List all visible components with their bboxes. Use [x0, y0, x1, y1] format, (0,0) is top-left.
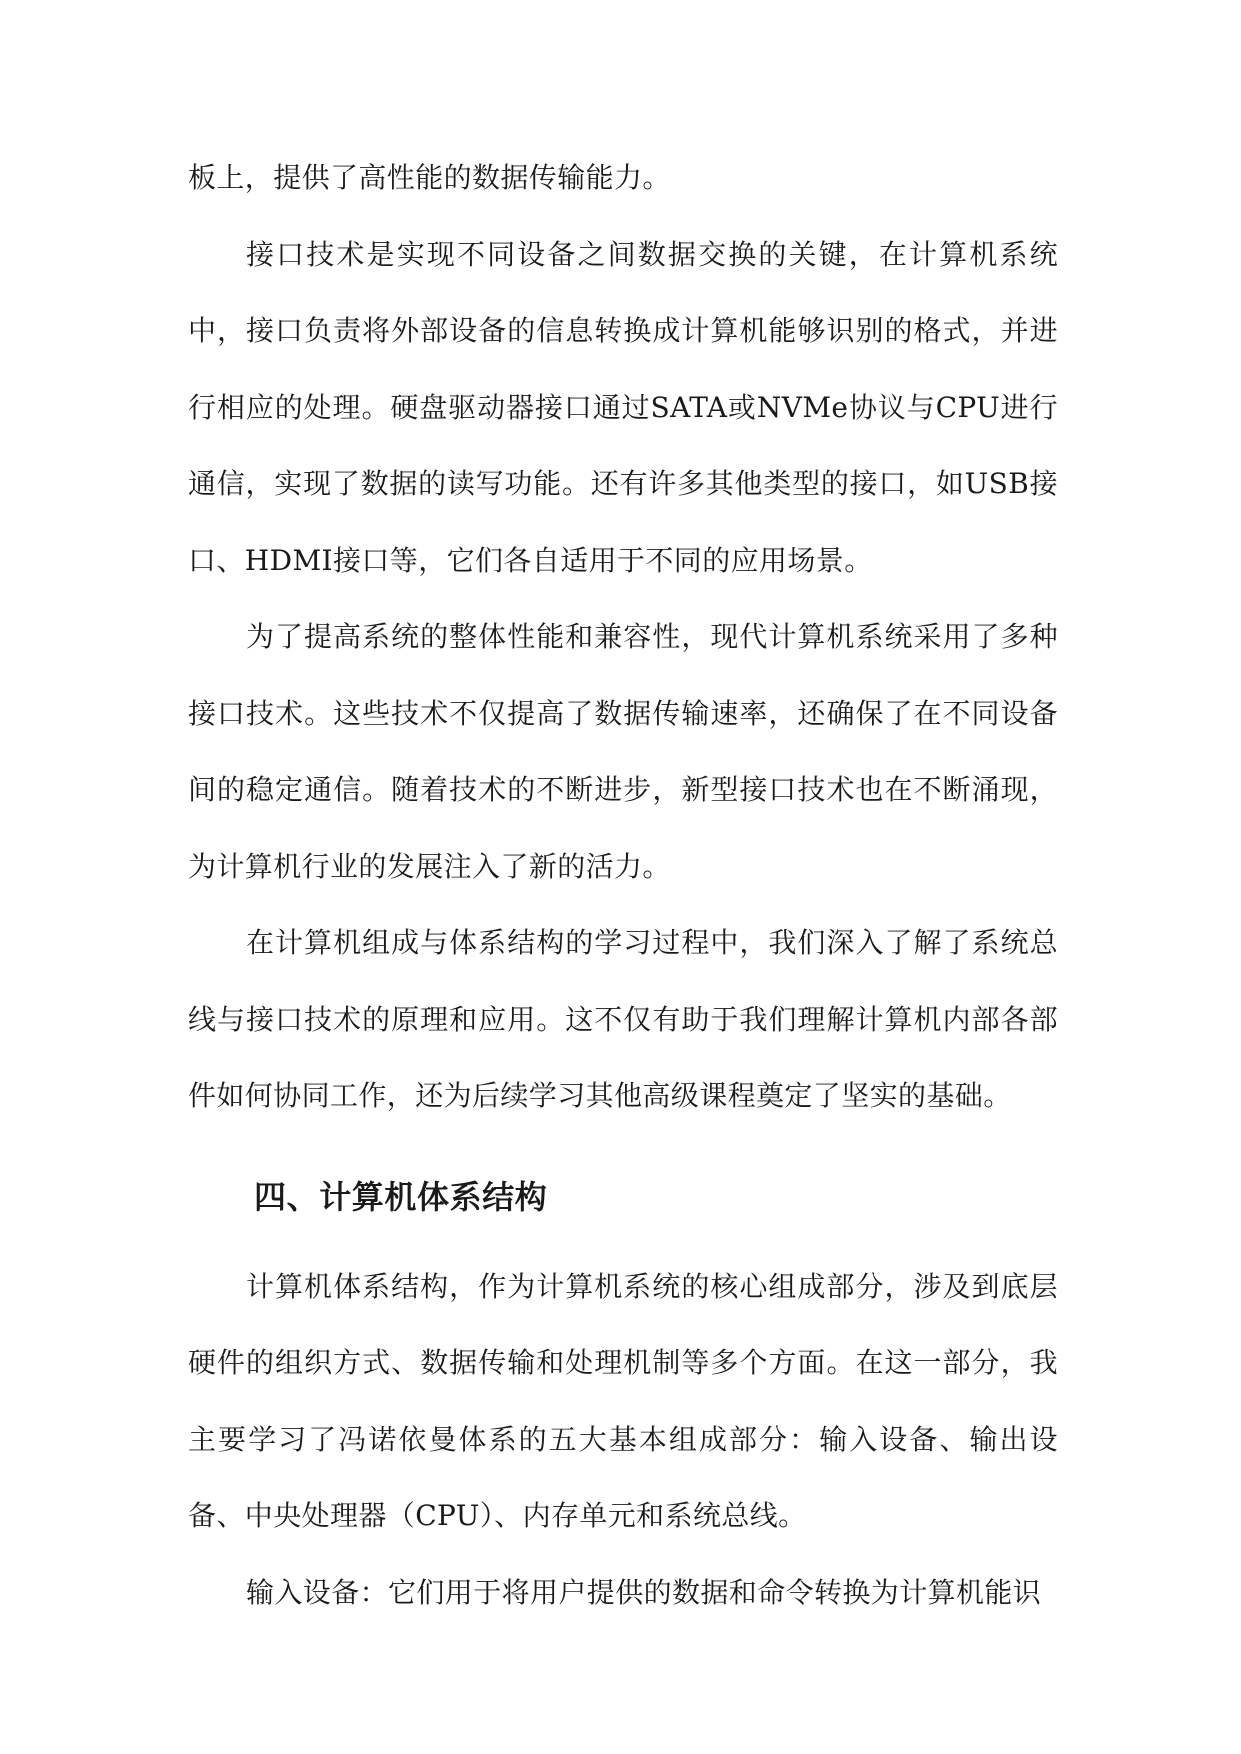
document-body	[188, 140, 1058, 1631]
section-heading: 四、计算机体系结构	[254, 1177, 548, 1216]
paragraph-system-performance: 为了提高系统的整体性能和兼容性，现代计算机系统采用了多种接口技术。这些技术不仅提高了数据传输速率，还确保了在不同设备间的稳定通信。随着技术的不断进步，新型接口技术也在不断涌现，为计算机行业的发展注入了新的活力。	[188, 620, 1058, 883]
paragraph-continuation: 板上，提供了高性能的数据传输能力。	[188, 161, 671, 194]
paragraph-input-devices: 输入设备：它们用于将用户提供的数据和命令转换为计算机能识	[246, 1575, 1042, 1609]
paragraph-interface-technology: 接口技术是实现不同设备之间数据交换的关键，在计算机系统中，接口负责将外部设备的信息转换成计算机能够识别的格式，并进行相应的处理。硬盘驱动器接口通过SATA或NVMe协议与CPU进行通信，实现了数据的读写功能。还有许多其他类型的接口，如USB接口、HDMI接口等，它们各自适用于不同的应用场景。	[188, 237, 1058, 577]
paragraph-learning-summary: 在计算机组成与体系结构的学习过程中，我们深入了解了系统总线与接口技术的原理和应用。这不仅有助于我们理解计算机内部各部件如何协同工作，还为后续学习其他高级课程奠定了坚实的基础。	[188, 926, 1058, 1112]
paragraph-architecture-intro: 计算机体系结构，作为计算机系统的核心组成部分，涉及到底层硬件的组织方式、数据传输和处理机制等多个方面。在这一部分，我主要学习了冯诺依曼体系的五大基本组成部分：输入设备、输出设备、中央处理器（CPU）、内存单元和系统总线。	[188, 1269, 1058, 1532]
